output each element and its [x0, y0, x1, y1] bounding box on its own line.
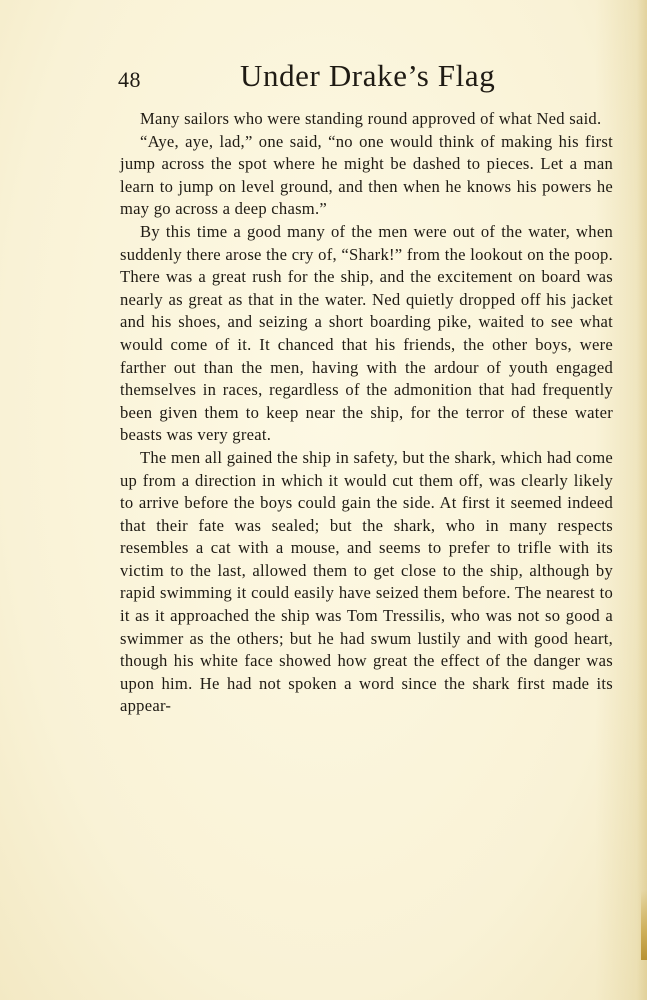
page-header — [118, 58, 618, 98]
body-text — [120, 108, 613, 718]
paragraph: Many sailors who were standing round approved of what Ned said. — [140, 109, 602, 128]
paragraph: The men all gained the ship in safety, but the shark, which had come up from a direction in which it would cut them off, was clearly likely to arrive before the boys could gain the side. At first it seemed indeed that their fate was sealed; but the shark, who in many respects resembles a cat with a mouse, and seems to prefer to trifle with its victim to the last, allowed them to get close to the ship, although by rapid swimming it could easily have seized them before. The nearest to it as it approached the ship was Tom Tressilis, who was not so good a swimmer as the others; but he had swum lustily and with good heart, though his white face showed how great the effect of the danger was upon him. He had not spoken a word since the shark first made its appear- — [120, 447, 613, 716]
paragraph: “Aye, aye, lad,” one said, “no one would think of making his first jump across the spot where he might be dashed to pieces. Let a man learn to jump on level ground, and then when he knows his powers he may go across a deep chasm.” — [120, 131, 613, 219]
page-edge-stain — [641, 890, 647, 960]
paragraph: By this time a good many of the men were out of the water, when suddenly there arose the cry of, “Shark!” from the lookout on the poop. There was a great rush for the ship, and the excitement on board was nearly as great as that in the water. Ned quietly dropped off his jacket and his shoes, and seizing a short boarding pike, waited to see what would come of it. It chanced that his friends, the other boys, were farther out than the men, having with the ardour of youth engaged themselves in races, regardless of the admonition that had frequently been given them to keep near the ship, for the terror of these water beasts was very great. — [120, 221, 613, 445]
running-title: Under Drake’s Flag — [240, 58, 496, 93]
page-number: 48 — [118, 67, 141, 92]
page-edge-shadow — [637, 0, 647, 1000]
